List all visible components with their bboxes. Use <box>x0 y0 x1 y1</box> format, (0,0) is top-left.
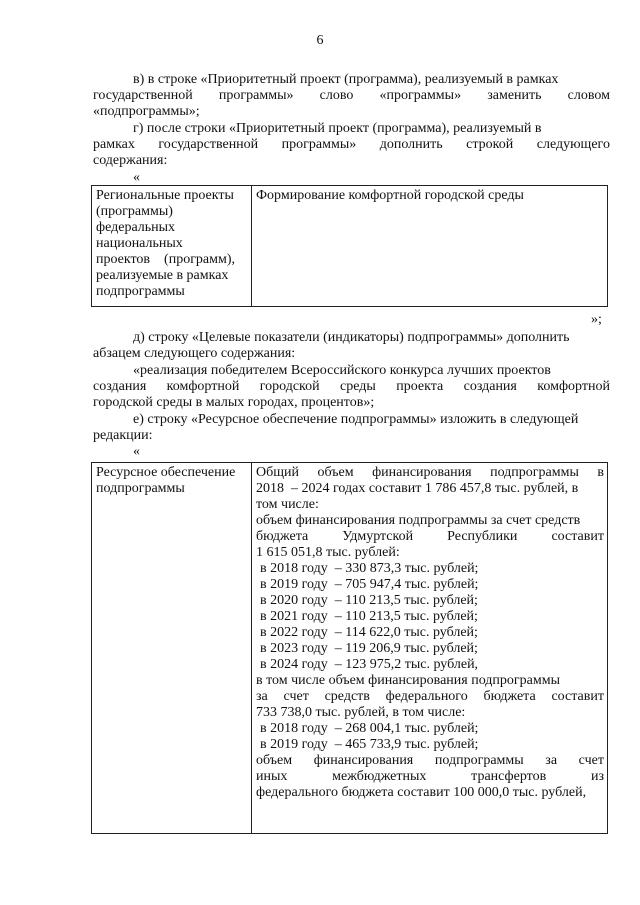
word: создания <box>463 379 517 394</box>
word: объем <box>317 465 354 480</box>
year-line: в 2018 году – 330 873,3 тыс. рублей; <box>260 561 479 576</box>
word: счет <box>283 689 309 704</box>
year-line: в 2019 году – 705 947,4 тыс. рублей; <box>260 577 479 592</box>
word: финансирования <box>313 753 414 768</box>
word: за <box>545 753 558 768</box>
para-d-line-4 <box>93 379 610 395</box>
word: составит <box>551 529 604 544</box>
word: подпрограммы <box>434 753 524 768</box>
cell-line: подпрограммы <box>96 284 185 299</box>
table-regional-projects <box>91 185 608 307</box>
para-e-line-1: е) строку «Ресурсное обеспечение подпрограммы» изложить в следующей <box>133 412 579 427</box>
open-quote-2: « <box>133 444 140 459</box>
word: государственной <box>93 88 193 103</box>
word: в <box>597 465 604 480</box>
table1-left-cell <box>92 186 252 307</box>
para-g-line-2 <box>93 137 610 153</box>
cell-line: 733 738,0 тыс. рублей, в том числе: <box>256 705 466 720</box>
table1-right-cell <box>252 186 608 307</box>
word: межбюджетных <box>332 769 427 784</box>
word: среды <box>340 379 376 394</box>
cell-line: подпрограммы <box>96 481 185 496</box>
table-row <box>92 186 608 307</box>
cell-line: (программы) <box>96 204 173 219</box>
word: дополнить <box>379 137 443 152</box>
cell-line <box>256 769 604 785</box>
word: федерального <box>385 689 468 704</box>
open-quote-1: « <box>133 170 140 185</box>
word: слово <box>319 88 354 103</box>
cell-line: том числе: <box>256 497 319 512</box>
word: рамках <box>93 137 135 152</box>
word: бюджета <box>256 529 309 544</box>
word: Общий <box>256 465 299 480</box>
para-v-line-2 <box>93 88 610 104</box>
word: из <box>590 769 604 784</box>
word: заменить <box>487 88 542 103</box>
cell-line <box>256 465 604 481</box>
word: проекта <box>396 379 444 394</box>
cell-line <box>256 689 604 705</box>
year-line: в 2020 году – 110 213,5 тыс. рублей; <box>260 593 478 608</box>
para-d-line-1: д) строку «Целевые показатели (индикаторы) подпрограммы» дополнить <box>133 330 570 345</box>
table-row <box>92 463 608 834</box>
word: подпрограммы <box>490 465 579 480</box>
close-quote-1: »; <box>591 312 602 327</box>
cell-line: реализуемые в рамках <box>96 268 229 283</box>
word: следующего <box>536 137 610 152</box>
para-d-line-2: абзацем следующего содержания: <box>93 346 296 361</box>
word: бюджета <box>483 689 536 704</box>
cell-line: 2018 – 2024 годах составит 1 786 457,8 тыс. рублей, в <box>256 481 579 496</box>
cell-line: в том числе объем финансирования подпрограммы <box>256 673 560 688</box>
para-g-line-1: г) после строки «Приоритетный проект (программа), реализуемый в <box>133 121 542 136</box>
word: комфортной <box>166 379 240 394</box>
para-g-line-3: содержания: <box>93 153 168 168</box>
year-line: в 2021 году – 110 213,5 тыс. рублей; <box>260 609 478 624</box>
year-line: в 2018 году – 268 004,1 тыс. рублей; <box>260 721 479 736</box>
word: создания <box>93 379 147 394</box>
year-line: в 2023 году – 119 206,9 тыс. рублей; <box>260 641 478 656</box>
para-e-line-2: редакции: <box>93 428 153 443</box>
word: государственной <box>158 137 259 152</box>
cell-line <box>256 753 604 769</box>
cell-line: 1 615 051,8 тыс. рублей: <box>256 545 400 560</box>
year-line: в 2022 году – 114 622,0 тыс. рублей; <box>260 625 478 640</box>
word: иных <box>256 769 288 784</box>
para-d-line-3: «реализация победителем Всероссийского конкурса лучших проектов <box>133 363 551 378</box>
para-v-line-3: «подпрограммы»; <box>93 104 200 119</box>
word: словом <box>567 88 610 103</box>
word: строкой <box>466 137 514 152</box>
word: комфортной <box>537 379 610 394</box>
word: городской <box>259 379 320 394</box>
cell-line: Региональные проекты <box>96 188 234 203</box>
para-d-line-5: городской среды в малых городах, процентов»; <box>93 395 375 410</box>
word: трансфертов <box>471 769 547 784</box>
word: составит <box>551 689 604 704</box>
word: средств <box>324 689 370 704</box>
cell-line: федеральных <box>96 220 176 235</box>
page-number: 6 <box>316 33 324 48</box>
word: за <box>256 689 268 704</box>
word: объем <box>256 753 293 768</box>
word: программы» <box>281 137 357 152</box>
word: программы» <box>218 88 294 103</box>
cell-line: объем финансирования подпрограммы за счет средств <box>256 513 581 528</box>
cell-line: Ресурсное обеспечение <box>96 465 236 480</box>
year-line: в 2019 году – 465 733,9 тыс. рублей; <box>260 737 479 752</box>
table2-left-cell <box>92 463 252 834</box>
word: «программы» <box>379 88 462 103</box>
word: счет <box>578 753 604 768</box>
cell-line: национальных <box>96 236 183 251</box>
year-line: в 2024 году – 123 975,2 тыс. рублей, <box>260 657 479 672</box>
word: Республики <box>447 529 518 544</box>
cell-line: проектов (программ), <box>96 252 236 267</box>
cell-line: Формирование комфортной городской среды <box>256 188 524 203</box>
word: Удмуртской <box>342 529 414 544</box>
word: финансирования <box>372 465 472 480</box>
para-v-line-1: в) в строке «Приоритетный проект (программа), реализуемый в рамках <box>133 72 559 87</box>
cell-line <box>256 529 604 545</box>
table2-right-cell <box>252 463 608 834</box>
cell-line: федерального бюджета составит 100 000,0 тыс. рублей, <box>256 785 587 800</box>
table-resource-provision <box>91 462 608 834</box>
